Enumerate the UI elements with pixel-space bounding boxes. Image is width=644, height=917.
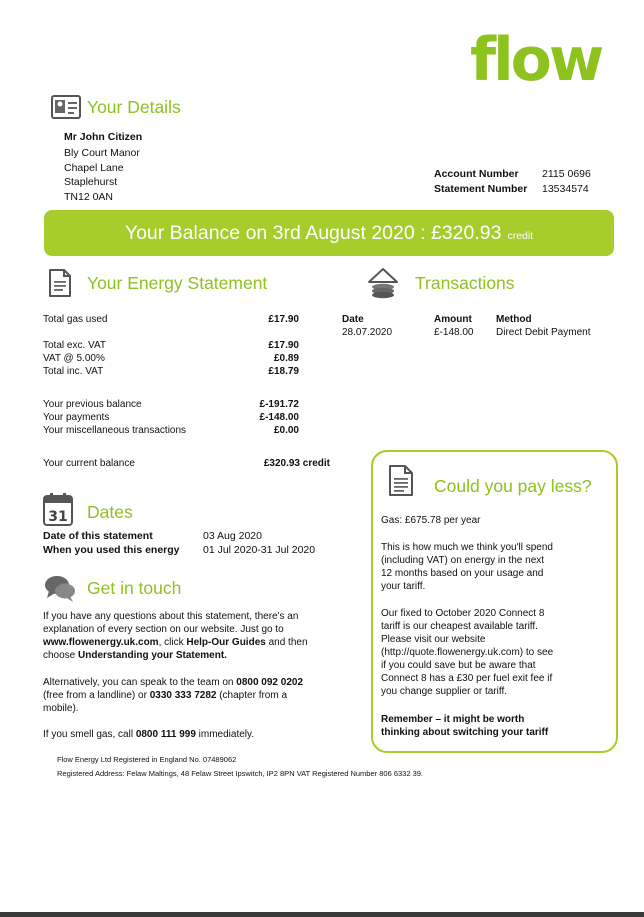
balance-banner	[44, 210, 614, 256]
transactions-col-method: Method	[496, 314, 532, 325]
statement-number-label: Statement Number	[434, 183, 528, 195]
statement-row-label: Your previous balance	[43, 399, 142, 410]
text-line: thinking about switching your tariff	[381, 727, 549, 738]
statement-row-label: Total inc. VAT	[43, 366, 104, 377]
quote-website-link[interactable]: (http://quote.flowenergy.uk.com) to see	[381, 647, 554, 658]
statement-row-value: £18.79	[268, 366, 299, 377]
text-span: Alternatively, you can speak to the team on	[43, 677, 237, 688]
balance-suffix: credit	[507, 229, 534, 242]
text-span: , click	[158, 637, 187, 648]
usage-period-label: When you used this energy	[43, 544, 180, 556]
text-span: (free from a landline) or	[43, 690, 150, 701]
account-number: 2115 0696	[542, 168, 591, 180]
tariff-info	[381, 607, 553, 698]
speech-bubbles-icon	[43, 574, 77, 609]
piggy-bank-icon	[366, 265, 400, 304]
bottom-bar	[0, 912, 644, 917]
text-span: If you smell gas, call	[43, 729, 136, 740]
footer-address: Registered Address: Felaw Maltings, 48 Felaw Street Ipswitch, IP2 8PN VAT Registered Number 806 6332 39.	[57, 769, 424, 778]
text-line: Connect 8 has a £30 per fuel exit fee if	[381, 673, 553, 684]
balance-text: Your Balance on 3rd August 2020 : £320.93	[124, 221, 502, 244]
statement-row-label: Total exc. VAT	[43, 340, 106, 351]
phone-emergency[interactable]: 0800 111 999	[135, 729, 196, 740]
text-line: mobile).	[43, 703, 79, 714]
calendar-icon	[43, 492, 73, 531]
statement-date: 03 Aug 2020	[203, 530, 262, 542]
document-icon	[388, 464, 414, 502]
gas-estimate: Gas: £675.78 per year	[381, 515, 481, 526]
current-balance-label: Your current balance	[43, 458, 135, 469]
account-number-label: Account Number	[434, 168, 519, 180]
dates-heading: Dates	[87, 502, 133, 522]
statement-row-label: Total gas used	[43, 314, 108, 325]
flow-logo: flow	[470, 25, 602, 95]
text-line: 12 months based on your usage and	[381, 568, 544, 579]
text-span: and then	[265, 637, 308, 648]
text-line: Please visit our website	[381, 634, 486, 645]
text-line: Remember – it might be worth	[381, 714, 525, 725]
transactions-heading: Transactions	[415, 273, 515, 293]
text-line: tariff is our cheapest available tariff.	[381, 621, 538, 632]
energy-statement-heading: Your Energy Statement	[87, 273, 268, 293]
remember-note	[381, 713, 548, 739]
statement-date-label: Date of this statement	[43, 530, 153, 542]
get-in-touch-heading: Get in touch	[87, 578, 182, 598]
text-span: immediately.	[195, 729, 255, 740]
transactions-col-amount: Amount	[434, 314, 472, 325]
phone-landline[interactable]: 0800 092 0202	[236, 677, 303, 688]
calendar-day: 31	[48, 509, 68, 525]
statement-row-value: £-148.00	[259, 412, 299, 423]
statement-row-value: £17.90	[268, 314, 299, 325]
usage-period: 01 Jul 2020-31 Jul 2020	[203, 544, 316, 556]
transaction-date: 28.07.2020	[342, 327, 393, 338]
id-card-icon	[51, 95, 81, 124]
customer-address	[64, 146, 140, 204]
address-line: Chapel Lane	[64, 161, 124, 174]
estimate-explanation	[381, 541, 553, 593]
statement-number: 13534574	[542, 183, 589, 195]
phone-mobile[interactable]: 0330 333 7282	[149, 690, 217, 701]
text-line	[43, 676, 303, 689]
gas-emergency-line	[43, 728, 254, 741]
transactions-col-date: Date	[342, 314, 364, 325]
address-line: Staplehurst	[64, 176, 118, 188]
text-line: If you have any questions about this statement, there's an	[43, 611, 299, 622]
statement-row-value: £17.90	[268, 340, 299, 351]
text-line: explanation of every section on our website. Just go to	[43, 624, 284, 635]
address-line: Bly Court Manor	[64, 147, 140, 159]
text-line	[43, 636, 308, 649]
understanding-statement-link[interactable]: Understanding your Statement.	[78, 650, 227, 661]
text-line: if you could save but be aware that	[381, 660, 536, 671]
statement-row-label: VAT @ 5.00%	[43, 353, 105, 364]
statement-row-value: £0.00	[273, 425, 299, 436]
statement-row-value: £-191.72	[259, 399, 299, 410]
footer-company: Flow Energy Ltd Registered in England No. 07489062	[57, 755, 237, 764]
customer-name: Mr John Citizen	[64, 131, 143, 143]
transaction-method: Direct Debit Payment	[496, 327, 591, 338]
text-span: choose	[43, 650, 79, 661]
website-link[interactable]: www.flowenergy.uk.com	[43, 637, 159, 648]
address-line: TN12 0AN	[64, 190, 114, 203]
help-guides-link[interactable]: Help-Our Guides	[186, 637, 266, 648]
text-line: This is how much we think you'll spend	[381, 542, 553, 553]
pay-less-heading: Could you pay less?	[434, 476, 592, 496]
current-balance-value: £320.93 credit	[263, 458, 330, 469]
text-line: your tariff.	[381, 581, 426, 592]
text-line: Our fixed to October 2020 Connect 8	[381, 608, 545, 619]
text-line: (including VAT) on energy in the next	[381, 555, 545, 566]
text-line: you change supplier or tariff.	[381, 686, 508, 697]
text-span: (chapter from a	[216, 690, 288, 701]
statement-row-label: Your payments	[43, 412, 110, 423]
phone-paragraph	[43, 676, 303, 715]
statement-row-value: £0.89	[273, 353, 299, 364]
help-paragraph	[43, 610, 308, 662]
your-details-heading: Your Details	[87, 97, 181, 117]
document-icon	[48, 268, 72, 303]
statement-row-label: Your miscellaneous transactions	[43, 425, 187, 436]
text-line	[43, 649, 308, 662]
transaction-amount: £-148.00	[434, 327, 474, 338]
text-line	[43, 689, 303, 702]
